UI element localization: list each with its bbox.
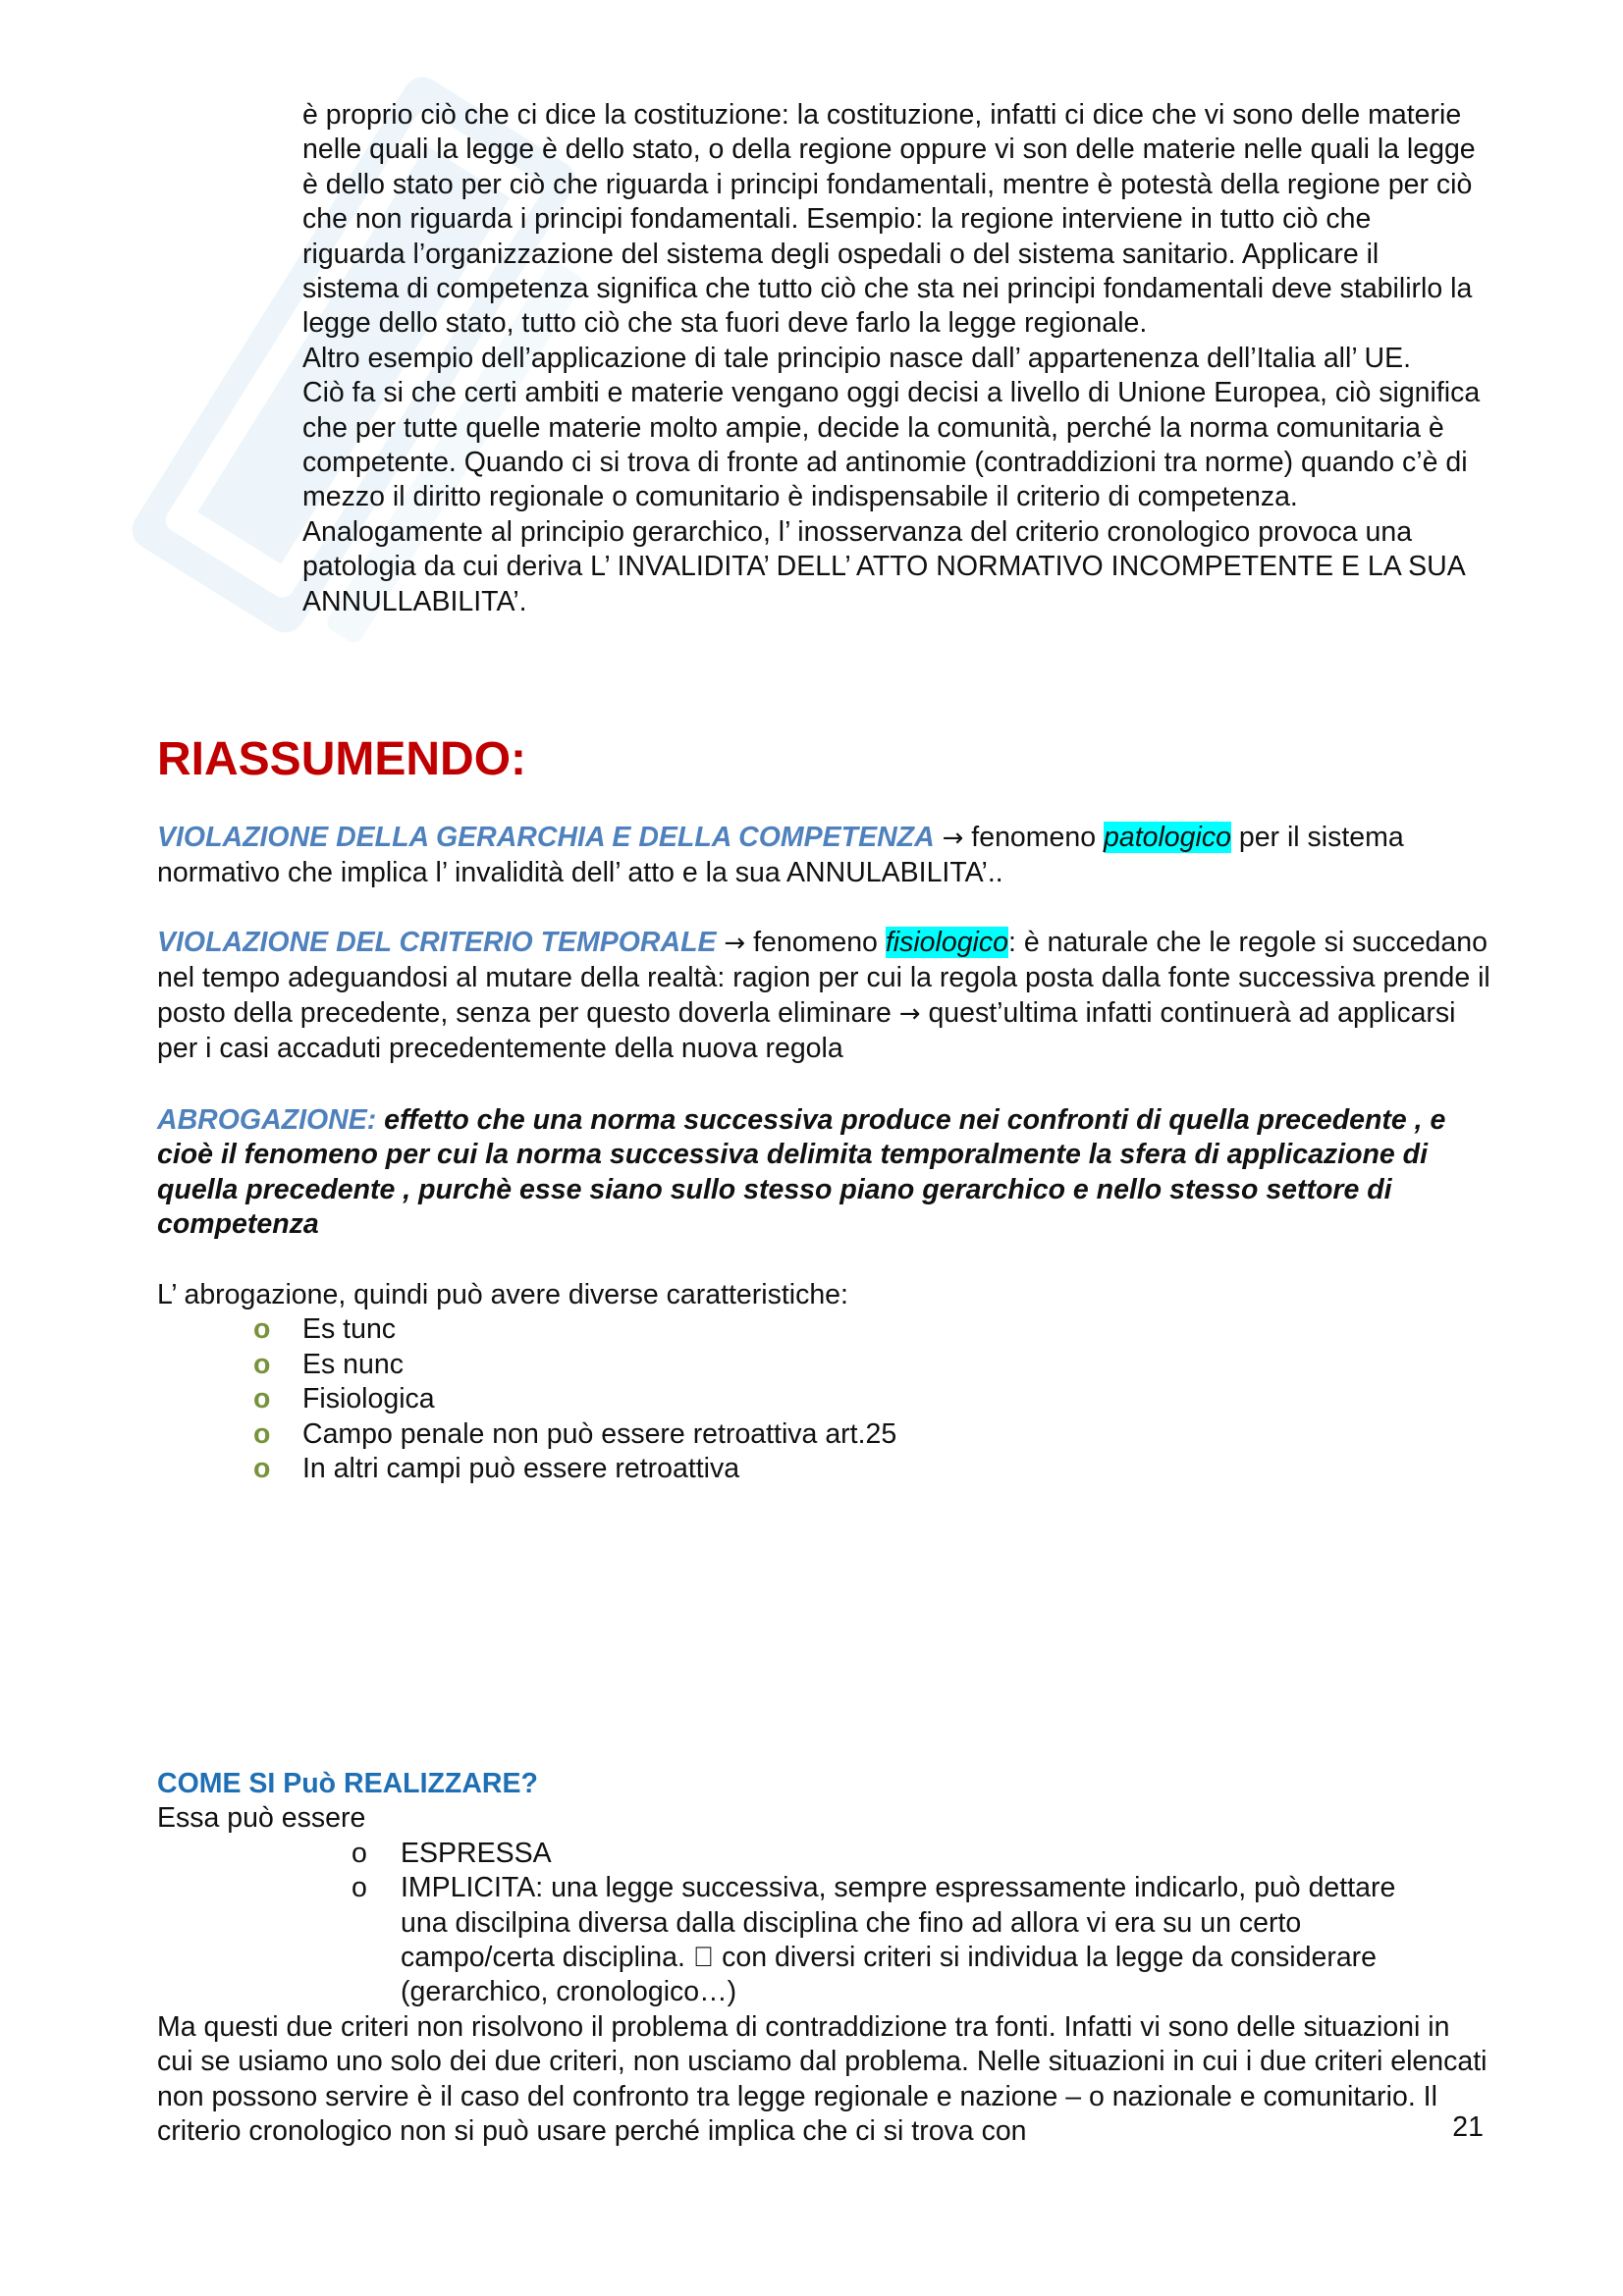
paragraph-ue-example: Altro esempio dell’applicazione di tale principio nasce dall’ appartenenza dell’Italia all’ UE. <box>302 342 1412 374</box>
closing-paragraph: Ma questi due criteri non risolvono il problema di contraddizione tra fonti. Infatti vi sono delle situazioni in cui se usiamo uno solo dei due criteri, non usciamo dal problema. Nelle situazioni in cui i due criteri elencati non possono servire è il caso del confronto tra legge regionale e nazione – o nazionale e comunitario. Il criterio cronologico non si può usare perché implica che ci si trova con <box>157 2010 1488 2148</box>
violation-temporale <box>157 926 1492 1067</box>
bullet-icon: o <box>253 1383 271 1415</box>
arrow-right-icon: → <box>898 998 921 1029</box>
highlight-patologico: patologico <box>1104 822 1231 853</box>
characteristics-list <box>253 1312 1492 1486</box>
top-text <box>302 98 1481 619</box>
realize-title: COME SI Può REALIZZARE? <box>157 1768 538 1799</box>
highlight-fisiologico: fisiologico <box>885 927 1008 958</box>
section-heading: RIASSUMENDO: <box>157 733 527 785</box>
characteristics-section <box>157 1278 1492 1486</box>
bullet-icon: o <box>253 1417 271 1450</box>
arrow-right-icon: → <box>724 929 746 958</box>
violation-temporale-label: VIOLAZIONE DEL CRITERIO TEMPORALE <box>157 927 717 958</box>
paragraph-competenza: è proprio ciò che ci dice la costituzione: la costituzione, infatti ci dice che vi sono delle materie nelle quali la legge è dello stato, o della regione oppure vi son delle materie nelle quali la legge è dello stato per ciò che riguarda i principi fondamentali, mentre è potestà della regione per ciò che non riguarda i principi fondamentali. Esempio: la regione interviene in tutto ciò che riguarda l’organizzazione del sistema degli ospedali o del sistema sanitario. Applicare il sistema di competenza significa che tutto ciò che sta nei principi fondamentali deve stabilirlo la legge dello stato, tutto ciò che sta fuori deve farlo la legge regionale. <box>302 99 1476 340</box>
violation-temporale-post2: quest’ultima infatti continuerà ad applicarsi per i casi accaduti precedentemente della nuova regola <box>157 996 1456 1065</box>
realize-intro: Essa può essere <box>157 1802 366 1835</box>
violation-gerarchia-label: VIOLAZIONE DELLA GERARCHIA E DELLA COMPETENZA <box>157 822 935 853</box>
abrogazione-text: effetto che una norma successiva produce nei confronti di quella precedente , e cioè il fenomeno per cui la norma successiva delimita temporalmente la sfera di applicazione di quella precedente , purchè esse siano sullo stesso piano gerarchico e nello stesso settore di competenza <box>157 1104 1446 1241</box>
bullet-icon: o <box>352 1872 367 1904</box>
violation-gerarchia <box>157 821 1492 891</box>
page-number: 21 <box>1452 2111 1484 2143</box>
list-item: o IMPLICITA: una legge successiva, sempre espressamente indicarlo, può dettare una discilpina diversa dalla disciplina che fino ad allora vi era su un certo campo/certa disciplina. con diversi criteri si individua la legge da considerare (gerarchico, cronologico…) <box>352 1872 1396 2008</box>
list-item: o Es tunc <box>253 1312 1492 1347</box>
realize-list <box>352 1837 1441 2010</box>
violation-gerarchia-pre: fenomeno <box>963 822 1104 853</box>
bullet-icon: o <box>253 1453 271 1485</box>
bullet-icon: o <box>352 1837 367 1869</box>
list-item: o Es nunc <box>253 1348 1492 1382</box>
bullet-icon: o <box>253 1348 271 1380</box>
characteristics-intro: L’ abrogazione, quindi può avere diverse caratteristiche: <box>157 1279 848 1310</box>
realize-section <box>157 1767 1492 2149</box>
list-item: o Fisiologica <box>253 1382 1492 1416</box>
abrogazione-definition <box>157 1103 1492 1243</box>
violation-temporale-pre: fenomeno <box>745 927 886 958</box>
paragraph-invalidita: Analogamente al principio gerarchico, l’ inosservanza del criterio cronologico provoca una patologia da cui deriva L’ INVALIDITA’ DELL’ ATTO NORMATIVO INCOMPETENTE E LA SUA ANNULLABILITA’. <box>302 515 1465 617</box>
list-item: o In altri campi può essere retroattiva <box>253 1452 1492 1486</box>
list-item: o Campo penale non può essere retroattiva art.25 <box>253 1417 1492 1452</box>
abrogazione-label: ABROGAZIONE: <box>157 1104 377 1136</box>
violation-gerarchia-post: per il sistema normativo che implica l’ invalidità dell’ atto e la sua ANNULABILITA’.. <box>157 822 1404 889</box>
arrow-right-icon: → <box>942 824 964 853</box>
bullet-icon: o <box>253 1313 271 1346</box>
paragraph-comunita: Ciò fa si che certi ambiti e materie vengano oggi decisi a livello di Unione Europea, ciò significa che per tutte quelle materie molto ampie, decide la comunità, perché la norma comunitaria è competente. Quando ci si trova di fronte ad antinomie (contraddizioni tra norme) quando c’è di mezzo il diritto regionale o comunitario è indispensabile il criterio di competenza. <box>302 377 1481 513</box>
list-item: o ESPRESSA <box>352 1837 1441 1871</box>
violation-temporale-post: : è naturale che le regole si succedano nel tempo adeguandosi al mutare della realtà: ragion per cui la regola posta dalla fonte successiva prende il posto della precedente, senza per questo doverla eliminare <box>157 927 1490 1029</box>
